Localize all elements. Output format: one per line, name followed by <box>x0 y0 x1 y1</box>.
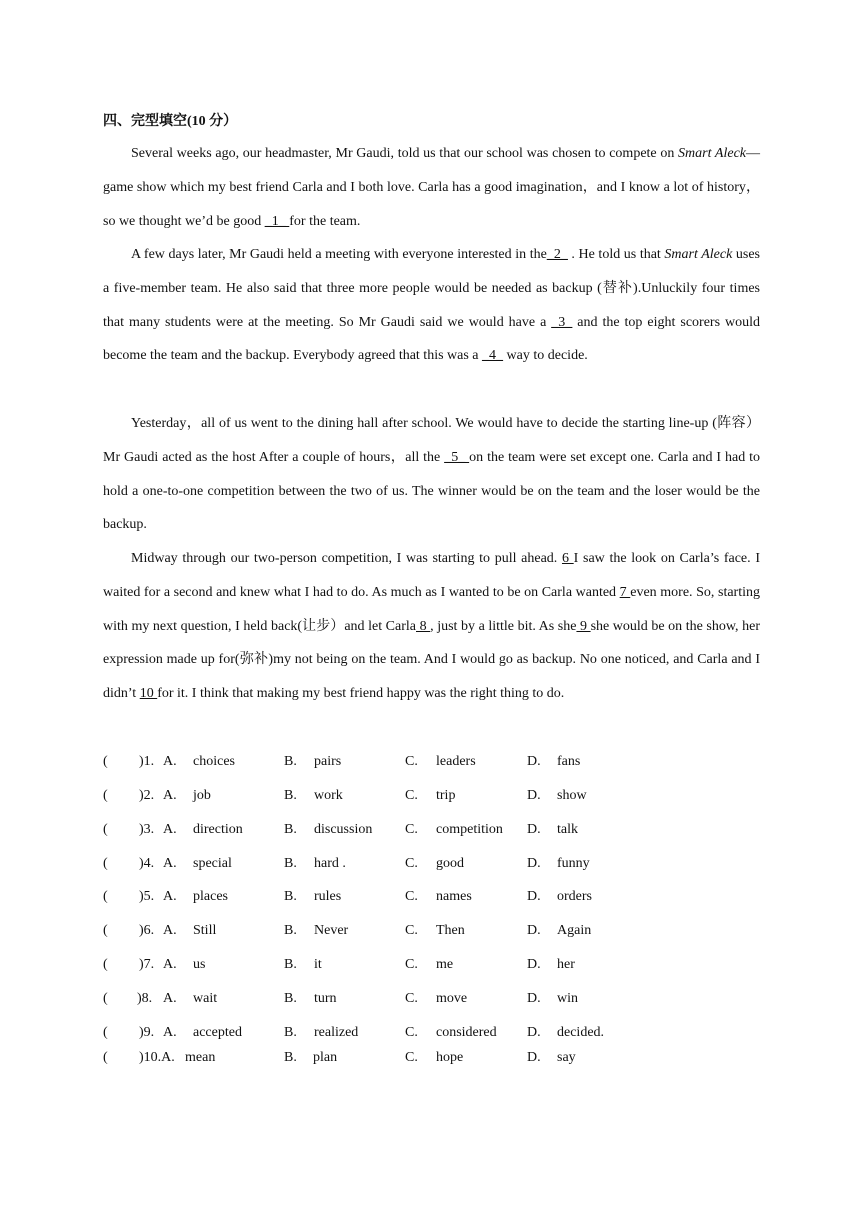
option-letter: C. <box>405 822 418 837</box>
question-number: )5. <box>139 889 155 904</box>
option-letter: D. <box>527 889 541 904</box>
option-b: realized <box>314 1025 359 1040</box>
option-c: leaders <box>436 754 476 769</box>
option-d: her <box>557 957 575 972</box>
option-a: wait <box>193 991 218 1006</box>
text: Midway through our two-person competition, I was starting to pull ahead. <box>131 551 562 566</box>
option-c: names <box>436 889 472 904</box>
option-letter: D. <box>527 1025 541 1040</box>
option-a: job <box>193 788 211 803</box>
option-letter: A. <box>163 822 177 837</box>
answer-paren: ( <box>103 991 108 1006</box>
option-b: work <box>314 788 343 803</box>
option-a: mean <box>185 1050 216 1065</box>
option-letter: B. <box>284 788 297 803</box>
option-b: pairs <box>314 754 342 769</box>
question-number: )10.A. <box>139 1050 175 1065</box>
blank-6: 6 <box>561 551 574 566</box>
answer-paren: ( <box>103 856 108 871</box>
answer-paren: ( <box>103 822 108 837</box>
option-a: choices <box>193 754 235 769</box>
option-letter: B. <box>284 957 297 972</box>
text: Yesterday，all of us went to the dining hall after school. We would have to decide the starting line-up (阵容）Mr Gaudi acted as the host After a couple of hours，all the <box>103 416 760 465</box>
option-letter: C. <box>405 754 418 769</box>
option-b: it <box>314 957 322 972</box>
answer-paren: ( <box>103 754 108 769</box>
option-letter: A. <box>163 923 177 938</box>
option-a: us <box>193 957 206 972</box>
question-number: )7. <box>139 957 155 972</box>
answer-paren: ( <box>103 788 108 803</box>
question-number: )8. <box>137 991 153 1006</box>
question-number: )6. <box>139 923 155 938</box>
option-b: Never <box>314 923 349 938</box>
option-letter: A. <box>163 889 177 904</box>
text: and the top eight scorers would become the team and the backup. Everybody agreed that this was a <box>103 314 760 364</box>
option-letter: A. <box>163 788 177 803</box>
question-number: )9. <box>139 1025 155 1040</box>
blank-3: _3_ <box>551 314 573 330</box>
option-letter: A. <box>163 1025 177 1040</box>
option-letter: C. <box>405 923 418 938</box>
paragraph-3 <box>103 407 760 542</box>
answer-paren: ( <box>103 1050 108 1065</box>
question-number: )3. <box>139 822 155 837</box>
option-a: places <box>193 889 228 904</box>
text: —game show which my best friend Carla and I both love. Carla has a good imagination，and I know a lot of history，so we thought we’d be good <box>103 146 761 229</box>
blank-7: 7 <box>619 584 631 600</box>
option-letter: D. <box>527 754 541 769</box>
option-letter: D. <box>527 1050 541 1065</box>
option-c: hope <box>436 1050 464 1065</box>
option-d: win <box>557 991 578 1006</box>
text: uses a five-member team. He also said that three more people would be needed as backup (替补).Unluckily four times that many students were at the meeting. So Mr Gaudi said we would have a <box>103 247 760 330</box>
text: Several weeks ago, our headmaster, Mr Gaudi, told us that our school was chosen to compete on <box>131 146 679 161</box>
option-d: funny <box>557 856 590 871</box>
paragraph-4 <box>103 542 760 711</box>
option-letter: B. <box>284 923 297 938</box>
show-title: Smart Aleck <box>678 146 747 161</box>
text: I saw the look on Carla’s face. I waited for a second and knew what I had to do. As much as I wanted to be on Carla wanted <box>103 551 760 600</box>
option-a: Still <box>193 923 217 938</box>
option-letter: C. <box>405 991 418 1006</box>
show-title: Smart Aleck <box>664 247 733 262</box>
question-number: )1. <box>139 754 155 769</box>
option-c: trip <box>436 788 456 803</box>
option-d: talk <box>557 822 578 837</box>
option-letter: B. <box>284 856 297 871</box>
option-letter: B. <box>284 1025 297 1040</box>
question-number: )2. <box>139 788 155 803</box>
option-letter: D. <box>527 991 541 1006</box>
answer-paren: ( <box>103 889 108 904</box>
option-d: fans <box>557 754 581 769</box>
paragraph-2 <box>103 238 760 373</box>
text: for it. I think that making my best friend happy was the right thing to do. <box>157 686 565 702</box>
option-d: Again <box>557 923 592 938</box>
option-letter: D. <box>527 856 541 871</box>
text: way to decide. <box>503 348 588 364</box>
option-letter: B. <box>284 991 297 1006</box>
blank-2: _2_ <box>546 247 568 262</box>
text: she would be on the show, her expression made up for(弥补)my not being on the team. And I would go as backup. No one noticed, and Carla and I didn’t <box>103 618 760 702</box>
option-d: say <box>557 1050 576 1065</box>
option-letter: A. <box>163 991 177 1006</box>
text: for the team. <box>289 213 361 229</box>
answer-paren: ( <box>103 923 108 938</box>
option-b: discussion <box>314 822 373 837</box>
option-c: me <box>436 957 454 972</box>
option-a: accepted <box>193 1025 242 1040</box>
option-letter: B. <box>284 822 297 837</box>
option-letter: D. <box>527 957 541 972</box>
option-letter: D. <box>527 822 541 837</box>
blank-10: 10 <box>139 686 158 702</box>
option-a: direction <box>193 822 243 837</box>
text: A few days later, Mr Gaudi held a meeting with everyone interested in the <box>131 247 547 262</box>
question-number: )4. <box>139 856 155 871</box>
option-letter: C. <box>405 856 418 871</box>
option-letter: C. <box>405 957 418 972</box>
option-c: Then <box>436 923 465 938</box>
option-c: move <box>436 991 468 1006</box>
text: on the team were set except one. Carla and I had to hold a one-to-one competition between the two of us. The winner would be on the team and the loser would be the backup. <box>103 449 761 533</box>
option-letter: A. <box>163 754 177 769</box>
option-letter: A. <box>163 957 177 972</box>
option-letter: C. <box>405 1050 418 1065</box>
option-letter: C. <box>405 788 418 803</box>
option-c: considered <box>436 1025 497 1040</box>
option-letter: B. <box>284 754 297 769</box>
option-d: decided. <box>557 1025 605 1040</box>
text: even more. So, starting with my next question, I held back(让步）and let Carla <box>103 584 760 634</box>
option-letter: A. <box>163 856 177 871</box>
text: . He told us that <box>567 247 665 262</box>
answer-paren: ( <box>103 1025 108 1040</box>
option-a: special <box>193 856 232 871</box>
option-letter: B. <box>284 889 297 904</box>
blank-5: _5_ <box>444 449 470 465</box>
option-c: good <box>436 856 464 871</box>
option-letter: B. <box>284 1050 297 1065</box>
option-letter: C. <box>405 1025 418 1040</box>
section-heading: 四、完型填空(10 分） <box>103 114 238 129</box>
blank-9: 9 <box>576 618 591 634</box>
answer-paren: ( <box>103 957 108 972</box>
option-b: rules <box>314 889 342 904</box>
blank-4: _4_ <box>482 348 504 364</box>
option-letter: C. <box>405 889 418 904</box>
blank-1: _1_ <box>264 213 290 229</box>
blank-8: 8 <box>416 618 431 634</box>
option-b: hard . <box>314 856 346 871</box>
option-d: show <box>557 788 587 803</box>
option-b: plan <box>313 1050 338 1065</box>
option-d: orders <box>557 889 592 904</box>
paragraph-1 <box>103 137 760 238</box>
text: , just by a little bit. As she <box>430 618 577 634</box>
option-b: turn <box>314 991 337 1006</box>
option-c: competition <box>436 822 503 837</box>
option-letter: D. <box>527 923 541 938</box>
option-letter: D. <box>527 788 541 803</box>
